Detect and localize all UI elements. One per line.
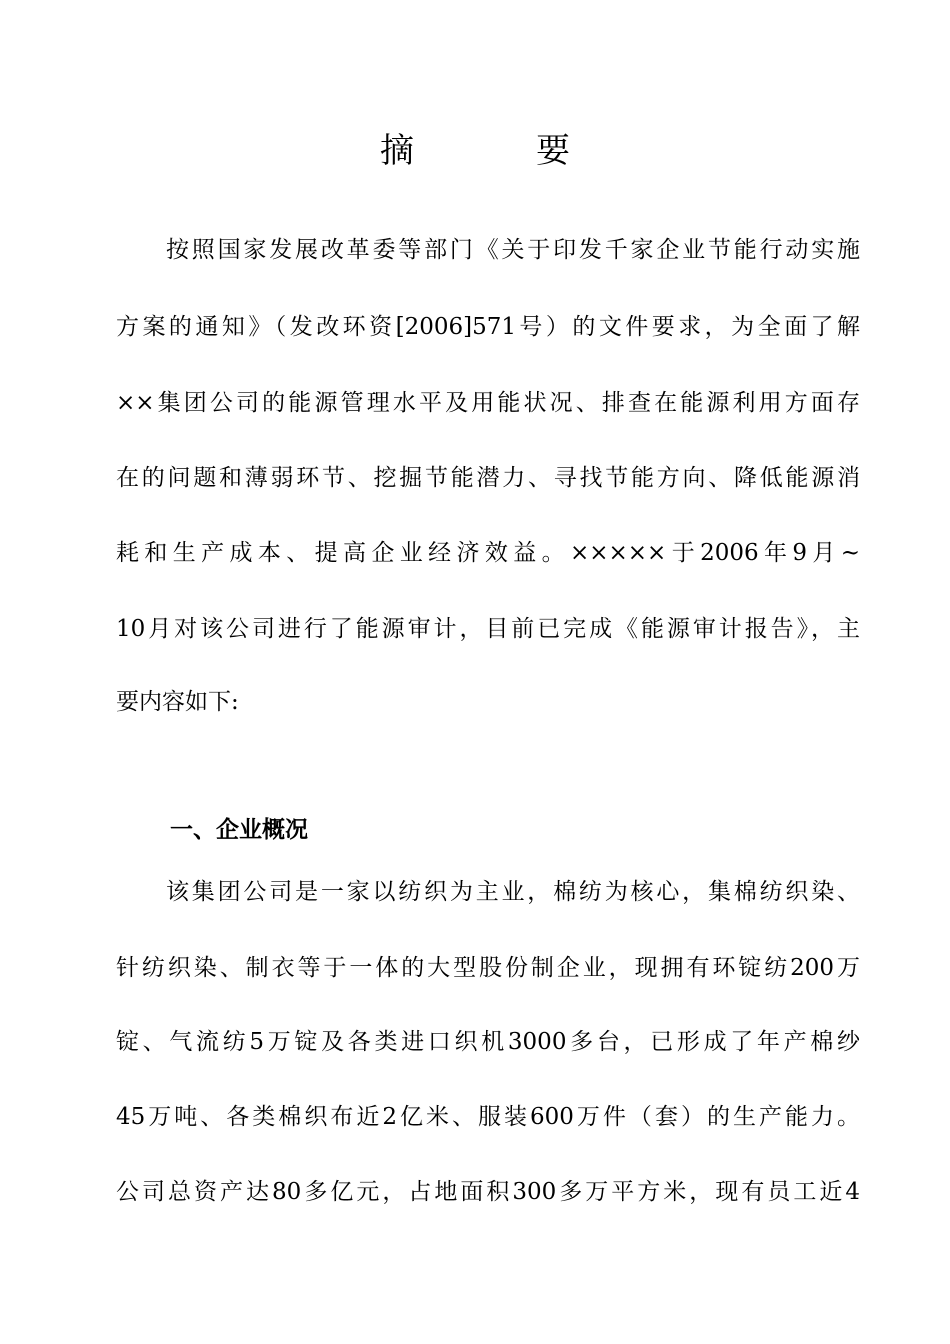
section-line: 该集团公司是一家以纺织为主业，棉纺为核心，集棉纺织染、 (166, 879, 860, 905)
intro-line: 在的问题和薄弱环节、挖掘节能潜力、寻找节能方向、降低能源消 (116, 465, 860, 491)
intro-line: 方案的通知》（发改环资[2006]571号）的文件要求，为全面了解 (116, 314, 860, 340)
section-line: 针纺织染、制衣等于一体的大型股份制企业，现拥有环锭纺200万 (116, 955, 860, 981)
intro-line: 按照国家发展改革委等部门《关于印发千家企业节能行动实施 (166, 237, 860, 263)
section-line: 锭、气流纺5万锭及各类进口织机3000多台，已形成了年产棉纱 (116, 1029, 860, 1055)
intro-line: 耗和生产成本、提高企业经济效益。×××××于2006年9月~ (116, 540, 860, 566)
intro-line: ××集团公司的能源管理水平及用能状况、排查在能源利用方面存 (116, 390, 860, 416)
section-line: 公司总资产达80多亿元，占地面积300多万平方米，现有员工近4 (116, 1179, 860, 1205)
section-line: 45万吨、各类棉织布近2亿米、服装600万件（套）的生产能力。 (116, 1104, 860, 1130)
section-heading: 一、企业概况 (170, 816, 308, 843)
intro-line: 10月对该公司进行了能源审计，目前已完成《能源审计报告》，主 (116, 616, 860, 642)
intro-line: 要内容如下: (116, 689, 239, 715)
page-title: 摘 要 (380, 131, 614, 171)
